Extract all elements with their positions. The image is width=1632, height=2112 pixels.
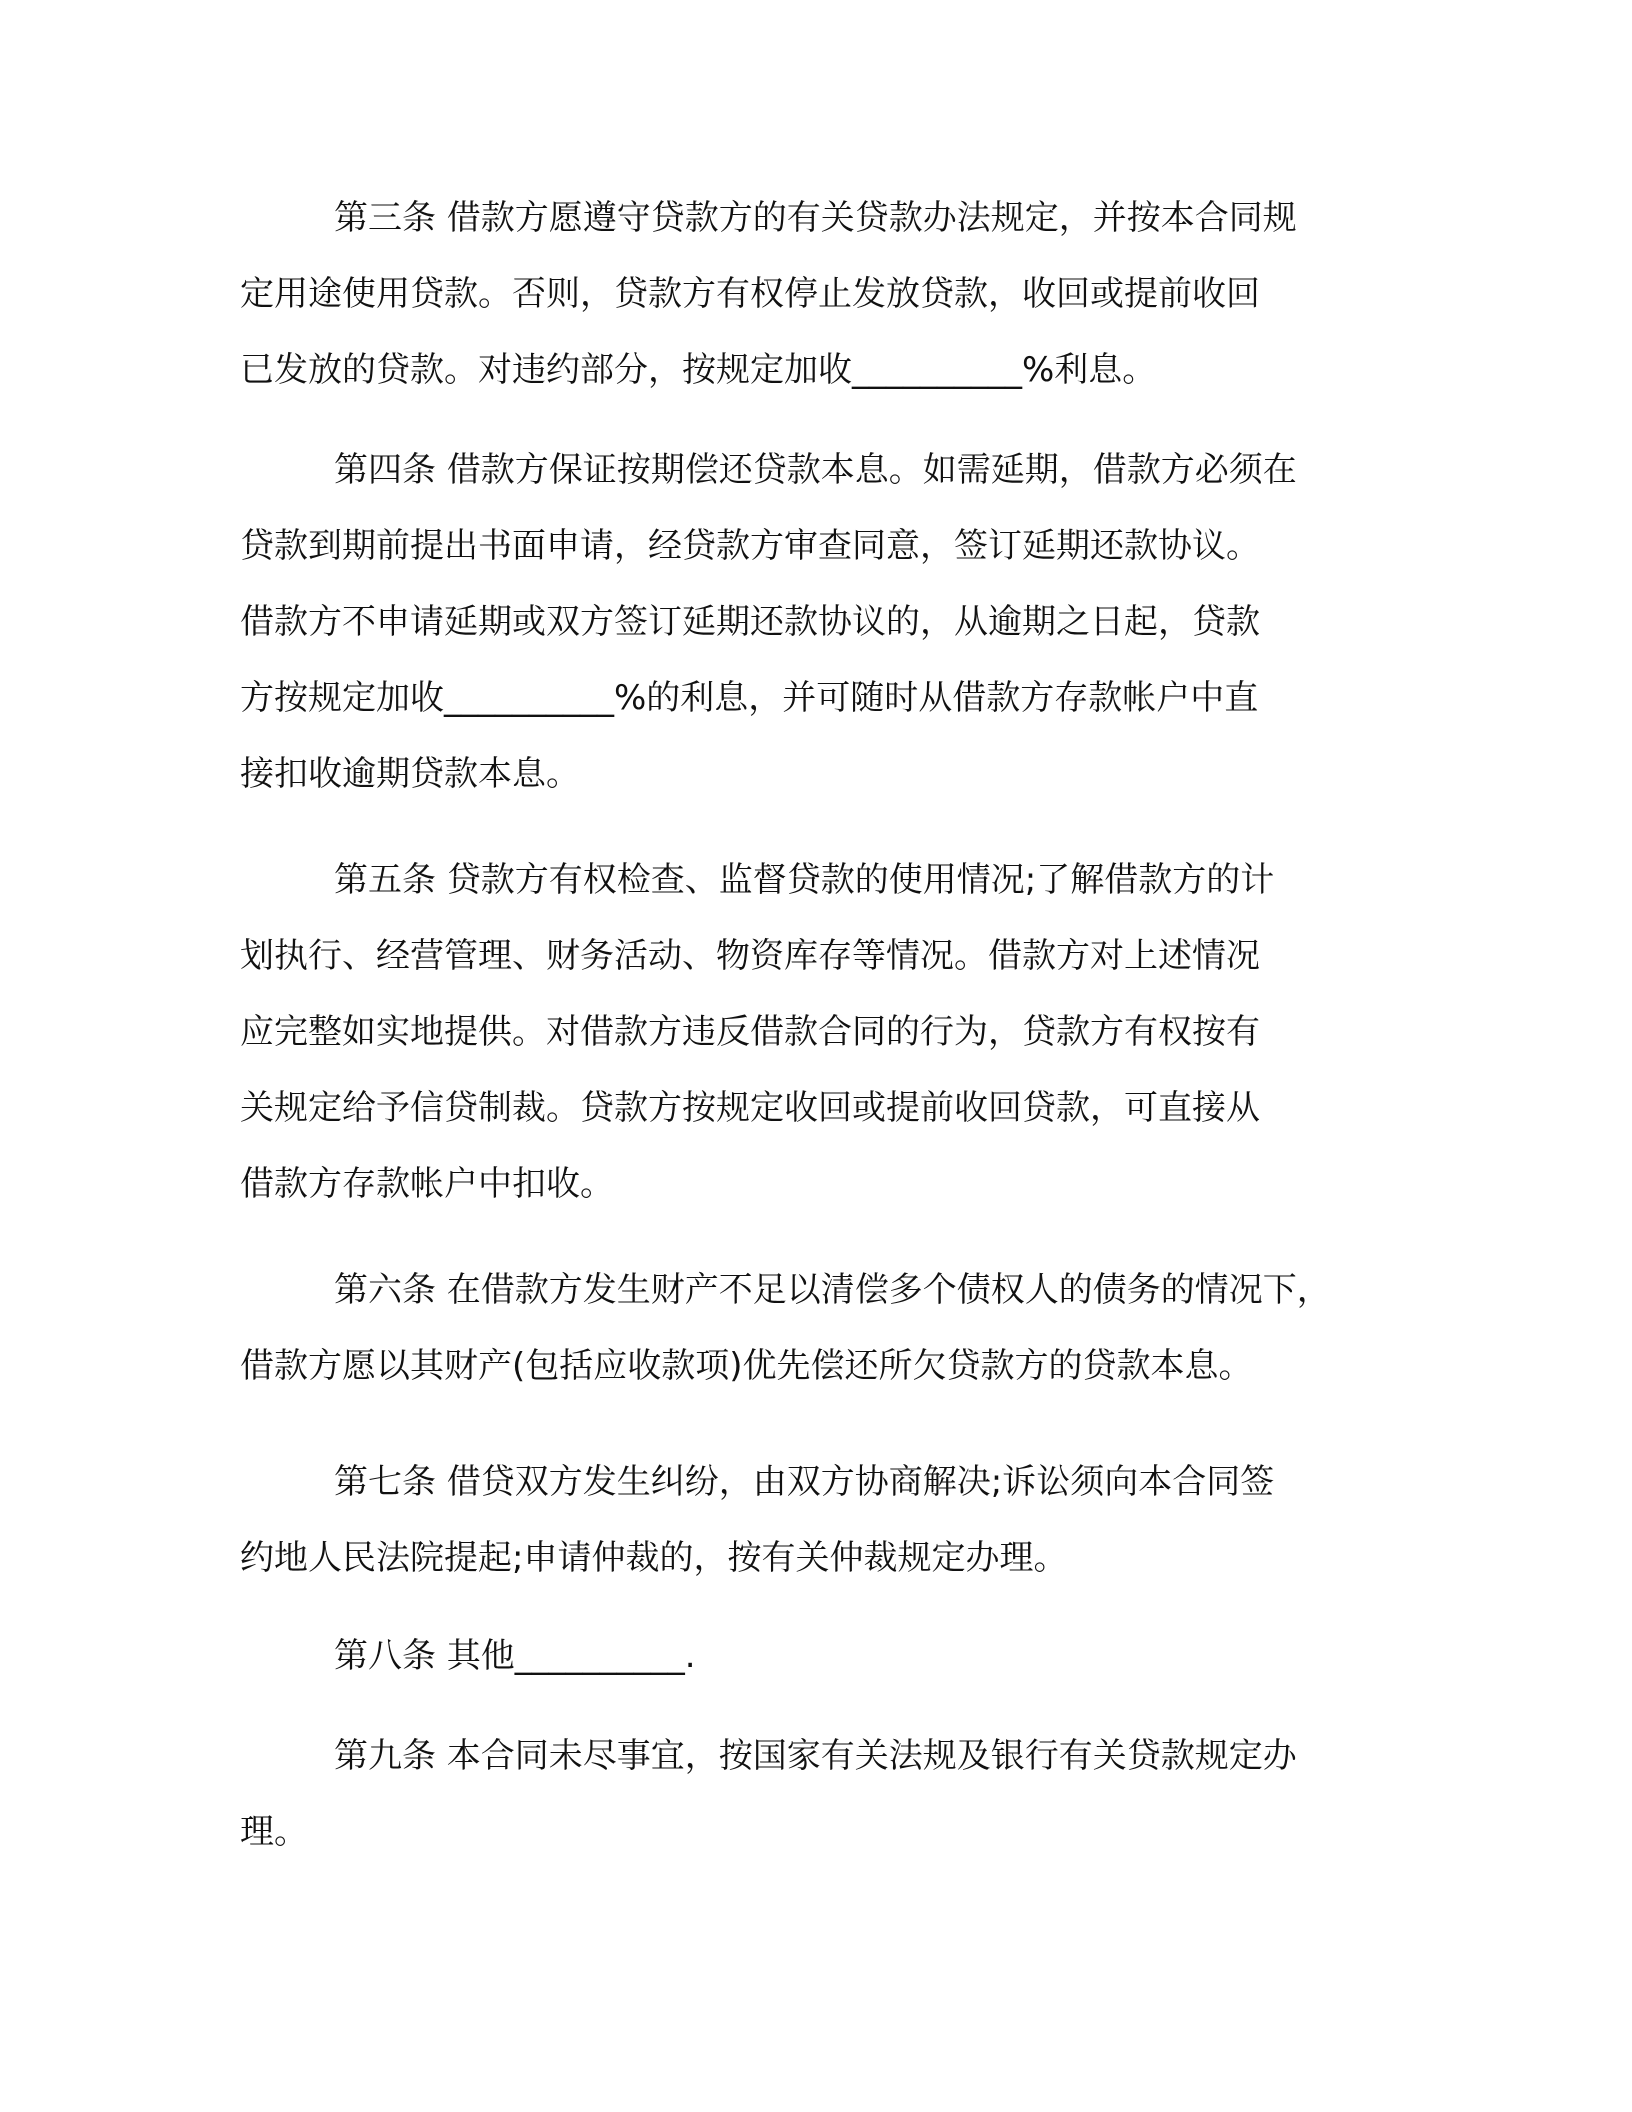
paragraph-line: 借款方愿以其财产(包括应收款项)优先偿还所欠贷款方的贷款本息。: [240, 1346, 1253, 1386]
article-7-paragraph: [240, 1444, 1440, 1596]
paragraph-line: 借款方不申请延期或双方签订延期还款协议的，从逾期之日起，贷款: [240, 602, 1260, 642]
paragraph-line: 已发放的贷款。对违约部分，按规定加收__________%利息。: [240, 350, 1157, 390]
paragraph-line: 接扣收逾期贷款本息。: [240, 754, 580, 794]
paragraph-line: 应完整如实地提供。对借款方违反借款合同的行为，贷款方有权按有: [240, 1012, 1260, 1052]
paragraph-line: 划执行、经营管理、财务活动、物资库存等情况。借款方对上述情况: [240, 936, 1260, 976]
paragraph-line: 关规定给予信贷制裁。贷款方按规定收回或提前收回贷款，可直接从: [240, 1088, 1260, 1128]
paragraph-line: 第六条 在借款方发生财产不足以清偿多个债权人的债务的情况下，: [334, 1270, 1331, 1310]
paragraph-line: 第七条 借贷双方发生纠纷，由双方协商解决;诉讼须向本合同签: [334, 1462, 1275, 1502]
article-6-paragraph: [240, 1252, 1440, 1404]
paragraph-line: 第五条 贷款方有权检查、监督贷款的使用情况;了解借款方的计: [334, 860, 1275, 900]
paragraph-line: 第四条 借款方保证按期偿还贷款本息。如需延期，借款方必须在: [334, 450, 1297, 490]
article-5-paragraph: [240, 842, 1440, 1222]
article-9-paragraph: [240, 1718, 1440, 1870]
paragraph-line: 定用途使用贷款。否则，贷款方有权停止发放贷款，收回或提前收回: [240, 274, 1260, 314]
paragraph-line: 贷款到期前提出书面申请，经贷款方审查同意，签订延期还款协议。: [240, 526, 1260, 566]
article-4-paragraph: [240, 432, 1440, 812]
article-3-paragraph: [240, 180, 1440, 408]
paragraph-line: 第三条 借款方愿遵守贷款方的有关贷款办法规定，并按本合同规: [334, 198, 1297, 238]
paragraph-line: 借款方存款帐户中扣收。: [240, 1164, 614, 1204]
paragraph-line: 方按规定加收__________%的利息，并可随时从借款方存款帐户中直: [240, 678, 1259, 718]
paragraph-line: 第八条 其他__________.: [334, 1636, 696, 1676]
paragraph-line: 理。: [240, 1812, 308, 1852]
paragraph-line: 第九条 本合同未尽事宜，按国家有关法规及银行有关贷款规定办: [334, 1736, 1297, 1776]
paragraph-line: 约地人民法院提起;申请仲裁的，按有关仲裁规定办理。: [240, 1538, 1068, 1578]
article-8-paragraph: [240, 1618, 1440, 1694]
